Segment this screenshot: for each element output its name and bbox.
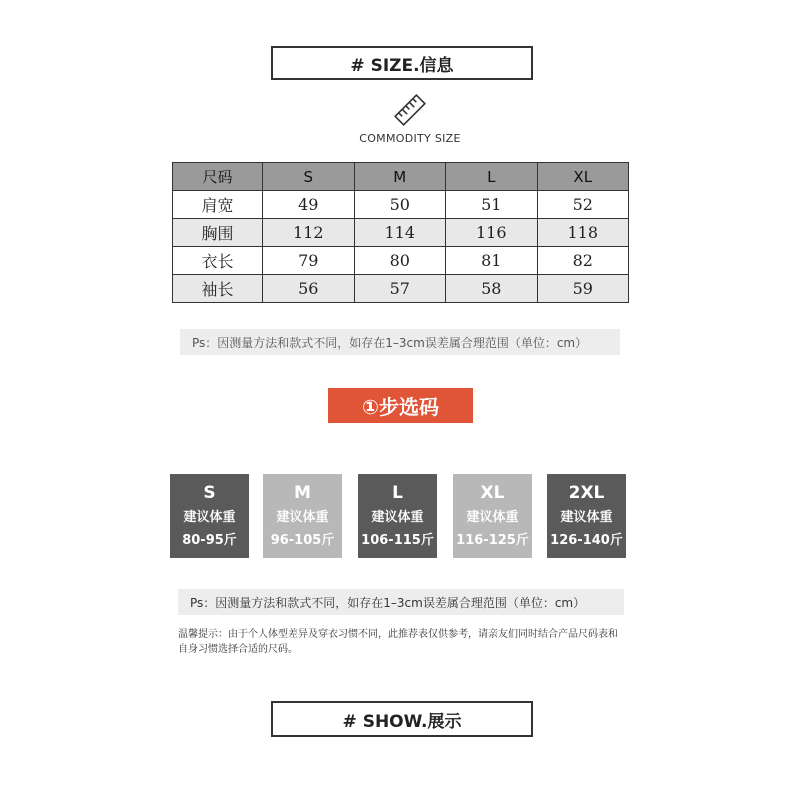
table-cell: 肩宽 [173,191,263,219]
table-cell: 胸围 [173,219,263,247]
table-header-row [173,163,629,191]
ruler-icon [392,92,428,128]
table-cell: 52 [537,191,629,219]
card-label: 建议体重 [560,510,613,525]
measurement-note: Ps：因测量方法和款式不同，如存在1–3cm误差属合理范围（单位：cm） [180,329,620,355]
size-card-s [170,474,249,558]
step-banner: ①步选码 [328,388,473,423]
table-row [173,275,629,303]
table-cell: 114 [354,219,446,247]
card-weight-range: 116-125斤 [456,533,529,548]
table-cell: 49 [263,191,355,219]
table-cell: 118 [537,219,629,247]
card-label: 建议体重 [276,510,329,525]
size-table [172,162,629,303]
size-card-l [358,474,437,558]
table-header-cell: S [263,163,355,191]
card-weight-range: 96-105斤 [270,533,335,548]
table-cell: 衣长 [173,247,263,275]
table-cell: 80 [354,247,446,275]
table-header-cell: XL [537,163,629,191]
card-label: 建议体重 [371,510,424,525]
table-cell: 79 [263,247,355,275]
table-row [173,219,629,247]
commodity-size-label: COMMODITY SIZE [359,132,461,145]
table-cell: 116 [446,219,538,247]
card-label: 建议体重 [466,510,519,525]
card-weight-range: 106-115斤 [361,533,434,548]
card-size: XL [480,483,505,503]
card-weight-range: 80-95斤 [182,533,237,548]
size-card-2xl [547,474,626,558]
table-cell: 57 [354,275,446,303]
card-size: M [294,483,311,503]
table-cell: 112 [263,219,355,247]
card-size: S [203,483,216,503]
table-cell: 59 [537,275,629,303]
measurement-note-2: Ps：因测量方法和款式不同，如存在1–3cm误差属合理范围（单位：cm） [178,589,624,615]
size-card-xl [453,474,532,558]
table-cell: 56 [263,275,355,303]
table-header-cell: L [446,163,538,191]
table-cell: 82 [537,247,629,275]
table-cell: 81 [446,247,538,275]
table-header-cell: M [354,163,446,191]
card-size: 2XL [568,483,605,503]
card-size: L [392,483,403,503]
table-cell: 58 [446,275,538,303]
table-header-cell: 尺码 [173,163,263,191]
table-row [173,247,629,275]
size-card-m [263,474,342,558]
table-cell: 51 [446,191,538,219]
card-label: 建议体重 [183,510,236,525]
card-weight-range: 126-140斤 [550,533,623,548]
size-section-title: # SIZE.信息 [271,46,533,80]
warm-tip: 温馨提示：由于个人体型差异及穿衣习惯不同，此推荐表仅供参考，请亲友们同时结合产品尺码表和自身习惯选择合适的尺码。 [178,629,618,655]
table-cell: 袖长 [173,275,263,303]
show-section-title: # SHOW.展示 [271,701,533,737]
table-row [173,191,629,219]
table-cell: 50 [354,191,446,219]
